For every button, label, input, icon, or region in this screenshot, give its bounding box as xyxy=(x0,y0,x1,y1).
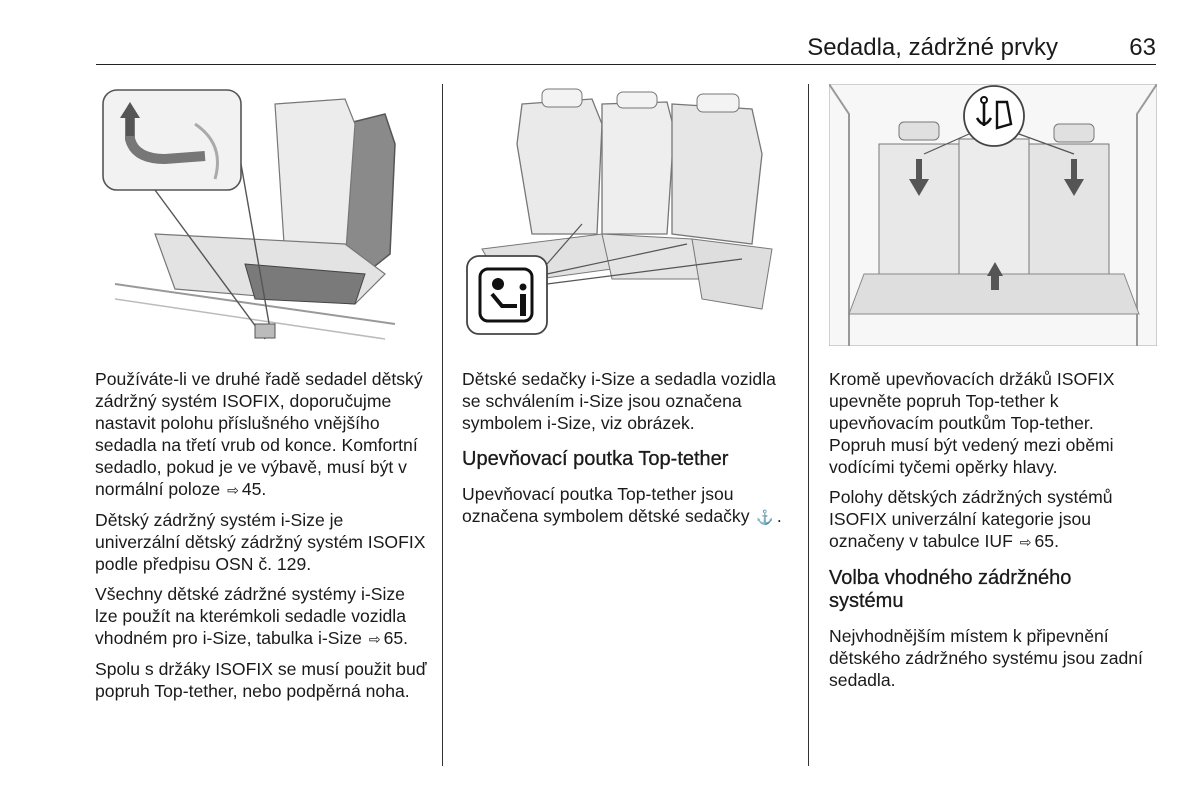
paragraph-text: Upevňovací poutka Top-tether jsou označena symbolem dětské sedačky xyxy=(462,484,750,526)
paragraph-text: Polohy dětských zádržných systémů ISOFIX univerzální kategorie jsou označeny v tabulce IUF xyxy=(829,487,1113,551)
paragraph: Nejvhodnějším místem k připevnění dětského zádržného systému jsou zadní sedadla. xyxy=(829,626,1143,690)
column-divider xyxy=(808,84,809,766)
column-3 xyxy=(829,84,1157,690)
column-2 xyxy=(462,84,806,526)
punctuation: . xyxy=(776,506,782,526)
page-ref-icon: ⇨ xyxy=(368,631,381,647)
page-ref-icon: ⇨ xyxy=(1019,534,1032,550)
paragraph xyxy=(462,483,782,528)
paragraph: Všechny dětské zádržné systémy i-Size lze použít na kterémkoli sedadle vozidla vhodném pro i-Size, tabulka i-Size ⇨ 65. xyxy=(95,584,409,648)
paragraph: Kromě upevňovacích držáků ISOFIX upevněte popruh Top-tether k upevňovacím poutkům Top-tether. Popruh musí být vedený mezi oběmi vodícími tyčemi opěrky hlavy. xyxy=(829,369,1115,477)
page-number: 63 xyxy=(1129,34,1156,61)
seat-adjust-arrow-icon xyxy=(103,90,241,190)
column-1 xyxy=(95,84,439,701)
i-size-symbol-icon xyxy=(467,256,547,334)
page-ref[interactable]: 45 xyxy=(241,479,262,499)
column-1-text xyxy=(95,368,429,710)
punctuation: . xyxy=(1054,531,1059,551)
figure-seat-isofix xyxy=(95,84,439,346)
seat-illustration xyxy=(95,84,439,346)
paragraph-text: Všechny dětské zádržné systémy i-Size lze použít na kterémkoli sedadle vozidla vhodném pro i-Size, tabulka i-Size xyxy=(95,584,406,648)
section-title: Sedadla, zádržné prvky xyxy=(807,34,1058,61)
section-heading: Volba vhodného zádržného systému xyxy=(829,567,1072,612)
trunk-illustration xyxy=(829,84,1157,346)
page-ref[interactable]: 65 xyxy=(383,628,404,648)
paragraph: Dětský zádržný systém i-Size je univerzální dětský zádržný systém ISOFIX podle předpisu OSN č. 129. xyxy=(95,510,426,574)
paragraph: Dětské sedačky i-Size a sedadla vozidla se schválením i-Size jsou označena symbolem i-Size, viz obrázek. xyxy=(462,369,776,433)
child-seat-icon: ⚓ xyxy=(756,509,774,525)
column-2-text xyxy=(462,368,782,536)
top-tether-symbol-icon xyxy=(964,86,1024,146)
column-3-text xyxy=(829,368,1151,699)
page-ref[interactable]: 65 xyxy=(1034,531,1055,551)
paragraph: Spolu s držáky ISOFIX se musí použit buď popruh Top-tether, nebo podpěrná noha. xyxy=(95,659,427,701)
rear-seats-illustration xyxy=(462,84,790,346)
column-divider xyxy=(442,84,443,766)
figure-isize-seats xyxy=(462,84,806,346)
paragraph-text: Používáte-li ve druhé řadě sedadel dětský zádržný systém ISOFIX, doporučujme nastavit polohu příslušného vnějšího sedadla na třetí vrub od konce. Komfortní sedadlo, pokud je ve výbavě, musí být v normální poloze xyxy=(95,369,423,499)
section-heading: Upevňovací poutka Top-tether xyxy=(462,448,729,470)
figure-top-tether xyxy=(829,84,1157,346)
page-header xyxy=(96,30,1156,65)
paragraph xyxy=(829,486,1151,553)
page-ref-icon: ⇨ xyxy=(227,482,239,498)
paragraph: Používáte-li ve druhé řadě sedadel dětský zádržný systém ISOFIX, doporučujme nastavit polohu příslušného vnějšího sedadla na třetí vrub od konce. Komfortní sedadlo, pokud je ve výbavě, musí být v normální poloze ⇨ 45. xyxy=(95,369,423,499)
